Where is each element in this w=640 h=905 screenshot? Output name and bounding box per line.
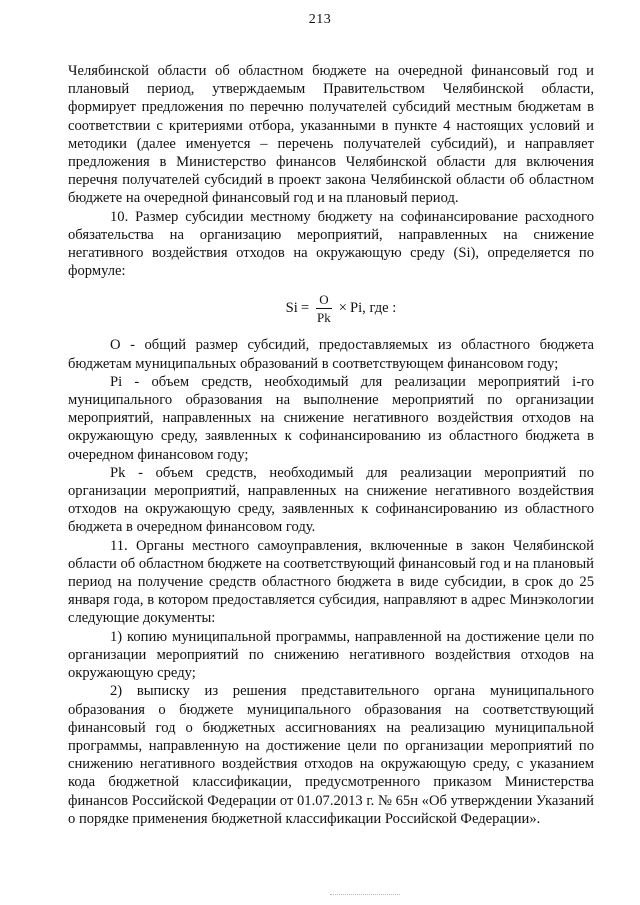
formula-numerator: O: [316, 292, 331, 309]
definition-pk: Pk - объем средств, необходимый для реализации мероприятий по организации мероприятий, направленных на снижение негативного воздействия отходов на окружающую среду, заявленных к софинансированию из областного бюджета в очередном финансовом году.: [68, 464, 594, 536]
formula-lhs: Si: [285, 300, 298, 317]
page-number: 213: [308, 12, 332, 27]
formula-rhs: Pi, где :: [350, 300, 397, 317]
definition-pi: Pi - объем средств, необходимый для реализации мероприятий i-го муниципального образования на выполнение мероприятий по организации мероприятий, направленных на снижение негативного воздействия отходов на окружающую среду, заявленных к софинансированию из областного бюджета в очередном финансовом году;: [68, 373, 594, 463]
paragraph-continuation: Челябинской области об областном бюджете на очередной финансовый год и плановый период, утверждаемым Правительством Челябинской области, формирует предложения по перечню получателей субсидий местным бюджетам в соответствии с критериями отбора, указанными в пункте 4 настоящих условий и методики (далее именуется – перечень получателей субсидий), и направляет предложения в Министерство финансов Челябинской области для включения перечня получателей субсидий в проект закона Челябинской области об областном бюджете на очередной финансовый год и на плановый период.: [68, 63, 594, 207]
paragraph-item-10: 10. Размер субсидии местному бюджету на софинансирование расходного обязательства на организацию мероприятий, направленных на снижение негативного воздействия отходов на окружающую среду (Si), определяется по формуле:: [68, 208, 594, 280]
paragraph-item-11: 11. Органы местного самоуправления, включенные в закон Челябинской области об областном бюджете на соответствующий финансовый год и на плановый период на получение средств областного бюджета в виде субсидии, в срок до 25 января года, в котором предоставляется субсидия, направляют в адрес Минэкологии следующие документы:: [68, 537, 594, 627]
subsidy-formula: [68, 284, 594, 332]
document-body: [68, 62, 594, 828]
formula-equals: =: [300, 300, 310, 317]
formula-expression: [286, 292, 397, 325]
definition-o: О - общий размер субсидий, предоставляемых из областного бюджета бюджетам муниципальных образований в соответствующем финансовом году;: [68, 337, 594, 372]
formula-times: ×: [338, 300, 348, 317]
list-item-2: 2) выписку из решения представительного органа муниципального образования о бюджете муниципального образования на соответствующий финансовый год о бюджетных ассигнованиях на реализацию муниципальной программы, направленную на достижение цели по организации мероприятий по снижению негативного воздействия отходов на окружающую среду, с указанием кода бюджетной классификации, предусмотренного приказом Министерства финансов Российской Федерации от 01.07.2013 г. № 65н «Об утверждении Указаний о порядке применения бюджетной классификации Российской Федерации».: [68, 683, 594, 827]
list-item-1: 1) копию муниципальной программы, направленной на достижение цели по организации мероприятий по снижению негативного воздействия отходов на окружающую среду;: [68, 628, 594, 682]
formula-denominator: Pk: [317, 309, 331, 325]
footer-scan-mark: [330, 894, 400, 899]
formula-fraction: [314, 292, 334, 325]
